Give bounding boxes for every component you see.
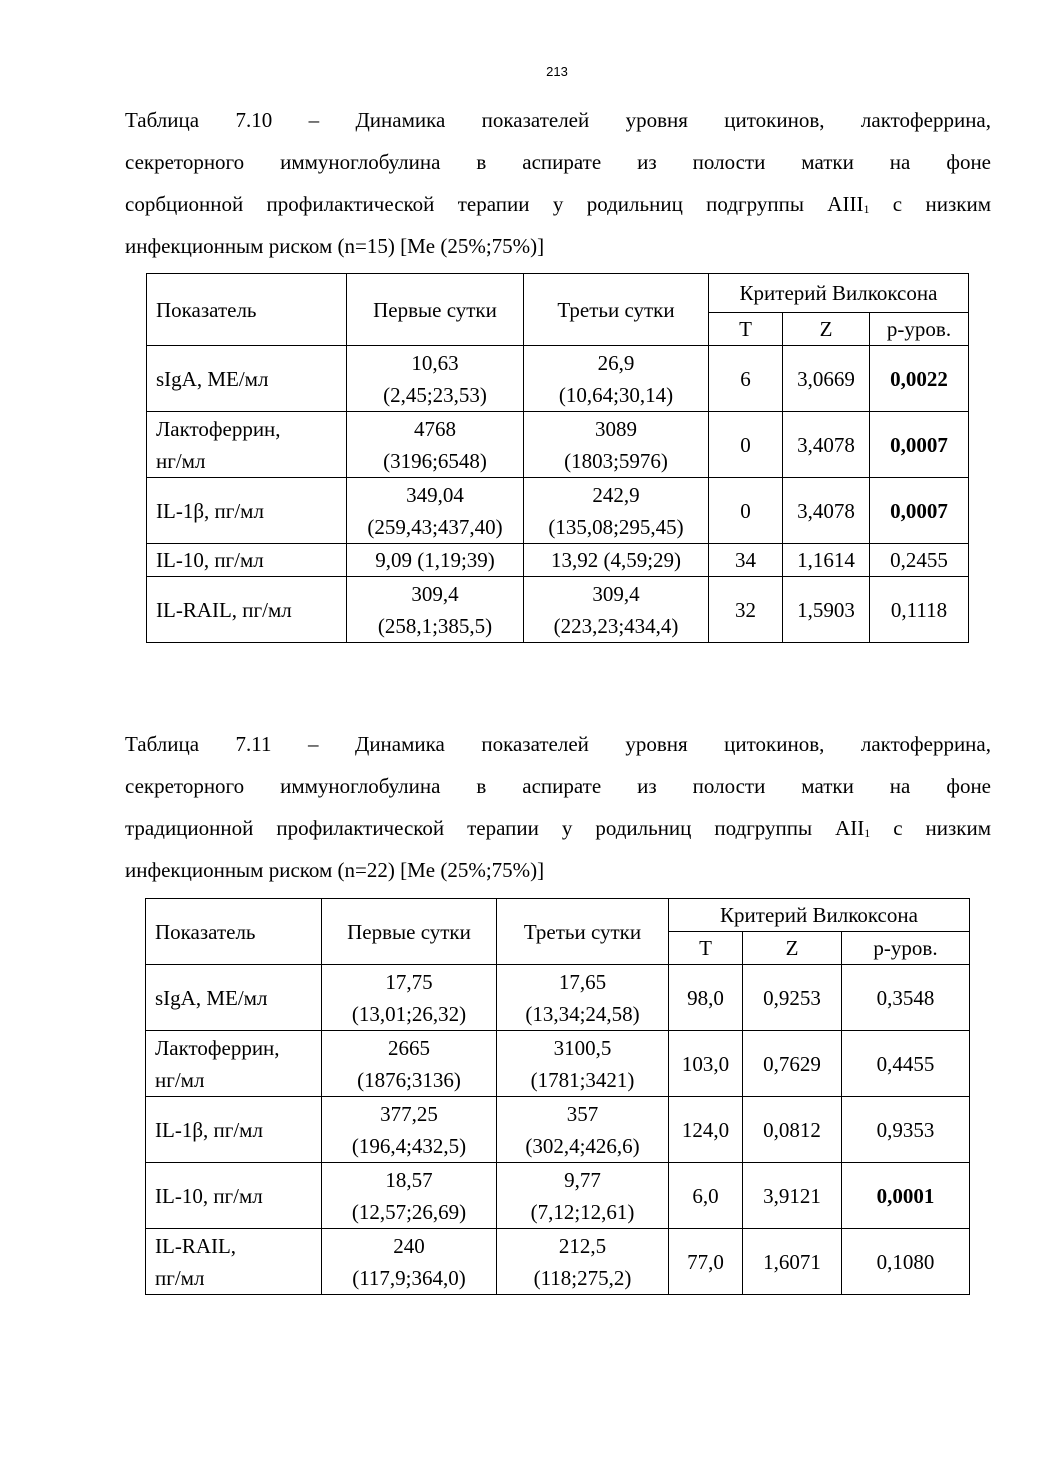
cell-indicator-text: нг/мл [155, 1067, 205, 1092]
cell-day1-text: 2665 [388, 1035, 430, 1060]
cell-T-text: 6 [740, 366, 751, 391]
cell-day3 [497, 1163, 669, 1229]
cell-p [842, 1097, 970, 1163]
cell-p [842, 1163, 970, 1229]
cell-day3 [497, 1031, 669, 1097]
caption-line: инфекционным риском (n=22) [Me (25%;75%)] [125, 858, 545, 882]
cell-indicator-text: IL-10, пг/мл [155, 1183, 263, 1208]
cell-day1-text: (259,43;437,40) [367, 514, 503, 539]
cell-day3-text: (13,34;24,58) [525, 1001, 640, 1026]
caption-line: секреторного иммуноглобулина в аспирате из полости матки на фоне [125, 150, 991, 174]
cell-T-text: 77,0 [687, 1249, 724, 1274]
cell-day3 [524, 346, 709, 412]
cell-day1-text: 309,4 [411, 581, 459, 606]
cell-day3-text: 242,9 [592, 482, 640, 507]
cell-Z [743, 1031, 842, 1097]
caption-line: Таблица 7.10 – Динамика показателей уровня цитокинов, лактоферрина, [125, 108, 991, 132]
cell-p-text: 0,1118 [890, 597, 948, 622]
cell-day3-text: (1803;5976) [564, 448, 668, 473]
cell-day1-text: (3196;6548) [383, 448, 487, 473]
cell-day1 [322, 1163, 497, 1229]
cell-T [669, 1097, 743, 1163]
table-row [147, 478, 969, 544]
cell-day3-text: 17,65 [558, 969, 607, 994]
cell-day3-text: 357 [566, 1101, 599, 1126]
table-row [147, 346, 969, 412]
cell-T [669, 1031, 743, 1097]
caption-line: традиционной профилактической терапии у родильниц подгруппы $AII_1$ с низким [125, 816, 991, 840]
cell-p-text: 0,0007 [890, 498, 948, 523]
table-caption-7-11 [125, 723, 991, 891]
cell-p [842, 1031, 970, 1097]
cell-indicator-text: sIgA, МЕ/мл [155, 985, 268, 1010]
cell-indicator [147, 346, 347, 412]
cell-day3-text: 13,92 (4,59;29) [550, 548, 682, 572]
table-row [147, 544, 969, 577]
header-indicator: Показатель [147, 274, 347, 346]
cell-day1-text: 10,63 [411, 350, 459, 375]
cell-T [709, 577, 783, 643]
cell-T [669, 1163, 743, 1229]
cell-T-text: 0 [740, 498, 751, 523]
table-7-11 [145, 898, 970, 1295]
cell-day3-text: (302,4;426,6) [525, 1133, 640, 1158]
cell-day3 [524, 544, 709, 577]
page-number: 213 [546, 64, 568, 79]
cell-day1-text: 9,09 (1,19;39) [375, 548, 495, 572]
cell-Z [743, 965, 842, 1031]
cell-day1-text: (2,45;23,53) [383, 382, 487, 407]
cell-p-text: 0,0001 [876, 1183, 935, 1208]
header-Z: Z [783, 313, 870, 346]
cell-p-text: 0,0007 [890, 432, 948, 457]
cell-Z [783, 412, 870, 478]
caption-subscript: 1 [863, 202, 870, 216]
cell-T-text: 6,0 [692, 1183, 719, 1208]
cell-Z-text: 3,4078 [797, 498, 855, 523]
cell-day3 [497, 1229, 669, 1295]
table-row [146, 1031, 970, 1097]
cell-indicator [147, 478, 347, 544]
cell-day3 [524, 577, 709, 643]
table-body [147, 346, 969, 643]
cell-day1-text: (13,01;26,32) [351, 1001, 467, 1026]
cell-T-text: 32 [735, 597, 756, 622]
table-row [146, 1163, 970, 1229]
cell-p-text: 0,0022 [890, 366, 948, 391]
cell-day1-text: (1876;3136) [357, 1067, 461, 1092]
cell-indicator [146, 965, 322, 1031]
table-body [146, 965, 970, 1295]
cell-day1-text: (258,1;385,5) [377, 613, 493, 638]
caption-line: сорбционной профилактической терапии у родильниц подгруппы $AIII_1$ с низким [125, 192, 991, 216]
table-row [147, 577, 969, 643]
cell-p [842, 965, 970, 1031]
cell-T-text: 103,0 [681, 1051, 730, 1076]
cell-indicator [146, 1097, 322, 1163]
cell-Z [783, 346, 870, 412]
header-p: p-уров. [870, 313, 969, 346]
cell-indicator-text: IL-RAIL, [155, 1233, 237, 1258]
cell-Z-text: 0,0812 [763, 1117, 821, 1142]
caption-line: секреторного иммуноглобулина в аспирате из полости матки на фоне [125, 774, 991, 798]
cell-Z-text: 3,4078 [797, 432, 855, 457]
table-row [146, 1097, 970, 1163]
cell-Z-text: 3,0669 [797, 366, 855, 391]
cell-day3 [497, 965, 669, 1031]
cell-indicator-text: IL-10, пг/мл [156, 548, 264, 572]
cell-p [870, 412, 969, 478]
cell-day3 [524, 412, 709, 478]
header-p: p-уров. [842, 932, 970, 965]
header-wilcoxon: Критерий Вилкоксона [709, 274, 969, 313]
cell-Z [743, 1229, 842, 1295]
cell-day1-text: 4768 [414, 416, 456, 441]
cell-day3-text: 3089 [595, 416, 637, 441]
cell-day3-text: (135,08;295,45) [548, 514, 684, 539]
cell-day1 [322, 1229, 497, 1295]
cell-p [842, 1229, 970, 1295]
cell-Z-text: 0,7629 [763, 1051, 821, 1076]
cell-indicator-text: нг/мл [156, 448, 206, 473]
cell-Z-text: 1,1614 [797, 548, 855, 572]
cell-day1-text: (196,4;432,5) [351, 1133, 467, 1158]
header-Z: Z [743, 932, 842, 965]
cell-T [669, 1229, 743, 1295]
cell-T [709, 412, 783, 478]
cell-day1-text: 17,75 [385, 969, 433, 994]
cell-day3-text: 9,77 [564, 1167, 601, 1192]
cell-indicator-text: пг/мл [155, 1265, 205, 1290]
cell-T [709, 346, 783, 412]
cell-day1 [347, 346, 524, 412]
cell-p [870, 346, 969, 412]
cell-indicator [147, 577, 347, 643]
cell-day1-text: 18,57 [385, 1167, 433, 1192]
cell-day1-text: 349,04 [406, 482, 464, 507]
cell-p [870, 478, 969, 544]
table-caption-7-10 [125, 99, 991, 267]
cell-day3-text: (7,12;12,61) [530, 1199, 635, 1224]
cell-T [709, 544, 783, 577]
cell-day1-text: 240 [393, 1233, 425, 1258]
cell-indicator [146, 1229, 322, 1295]
cell-Z-text: 1,6071 [763, 1249, 821, 1274]
cell-day3 [524, 478, 709, 544]
cell-Z-text: 0,9253 [763, 985, 821, 1010]
header-T: T [709, 313, 783, 346]
cell-day1 [347, 412, 524, 478]
cell-T [709, 478, 783, 544]
cell-day1 [322, 965, 497, 1031]
caption-line: Таблица 7.11 – Динамика показателей уровня цитокинов, лактоферрина, [125, 732, 991, 756]
cell-day3 [497, 1097, 669, 1163]
cell-indicator [147, 544, 347, 577]
cell-day3-text: (223,23;434,4) [553, 613, 679, 638]
table-row [146, 1229, 970, 1295]
header-day3: Третьи сутки [497, 899, 669, 965]
cell-day1-text: 377,25 [380, 1101, 438, 1126]
cell-indicator-text: IL-1β, пг/мл [155, 1117, 263, 1142]
cell-Z-text: 1,5903 [797, 597, 855, 622]
table-row [147, 412, 969, 478]
cell-day3-text: 3100,5 [553, 1035, 612, 1060]
cell-p-text: 0,4455 [876, 1051, 935, 1076]
cell-indicator-text: IL-1β, пг/мл [156, 498, 264, 523]
cell-day1-text: (12,57;26,69) [351, 1199, 467, 1224]
cell-Z [783, 478, 870, 544]
cell-indicator [146, 1031, 322, 1097]
header-day1: Первые сутки [347, 274, 524, 346]
cell-T-text: 124,0 [681, 1117, 730, 1142]
caption-subscript: 1 [864, 826, 871, 840]
cell-day1 [347, 478, 524, 544]
cell-indicator-text: sIgA, МЕ/мл [156, 366, 269, 391]
cell-day3-text: (1781;3421) [530, 1067, 635, 1092]
cell-Z-text: 3,9121 [763, 1183, 821, 1208]
header-wilcoxon: Критерий Вилкоксона [669, 899, 970, 932]
cell-p [870, 544, 969, 577]
cell-day3-text: (10,64;30,14) [558, 382, 674, 407]
cell-day1 [322, 1097, 497, 1163]
cell-day1 [347, 577, 524, 643]
cell-indicator [146, 1163, 322, 1229]
table-row [146, 965, 970, 1031]
cell-day3-text: 212,5 [558, 1233, 607, 1258]
cell-T-text: 0 [740, 432, 751, 457]
cell-indicator-text: Лактоферрин, [156, 416, 281, 441]
cell-p-text: 0,2455 [890, 548, 948, 572]
cell-T-text: 98,0 [687, 985, 724, 1010]
cell-indicator-text: IL-RAIL, пг/мл [156, 597, 292, 622]
cell-indicator [147, 412, 347, 478]
cell-Z [743, 1163, 842, 1229]
header-T: T [669, 932, 743, 965]
cell-p-text: 0,1080 [876, 1249, 935, 1274]
cell-day1 [322, 1031, 497, 1097]
table-7-10 [146, 273, 969, 643]
cell-day1 [347, 544, 524, 577]
caption-line: инфекционным риском (n=15) [Me (25%;75%)] [125, 234, 545, 258]
cell-T [669, 965, 743, 1031]
header-indicator: Показатель [146, 899, 322, 965]
cell-p-text: 0,3548 [876, 985, 935, 1010]
cell-day3-text: 26,9 [597, 350, 635, 375]
cell-Z [783, 544, 870, 577]
cell-T-text: 34 [735, 548, 756, 572]
cell-p [870, 577, 969, 643]
header-day3: Третьи сутки [524, 274, 709, 346]
header-day1: Первые сутки [322, 899, 497, 965]
cell-day1-text: (117,9;364,0) [352, 1265, 466, 1290]
cell-indicator-text: Лактоферрин, [155, 1035, 280, 1060]
cell-p-text: 0,9353 [876, 1117, 935, 1142]
cell-Z [743, 1097, 842, 1163]
cell-Z [783, 577, 870, 643]
cell-day3-text: 309,4 [592, 581, 640, 606]
cell-day3-text: (118;275,2) [533, 1265, 632, 1290]
